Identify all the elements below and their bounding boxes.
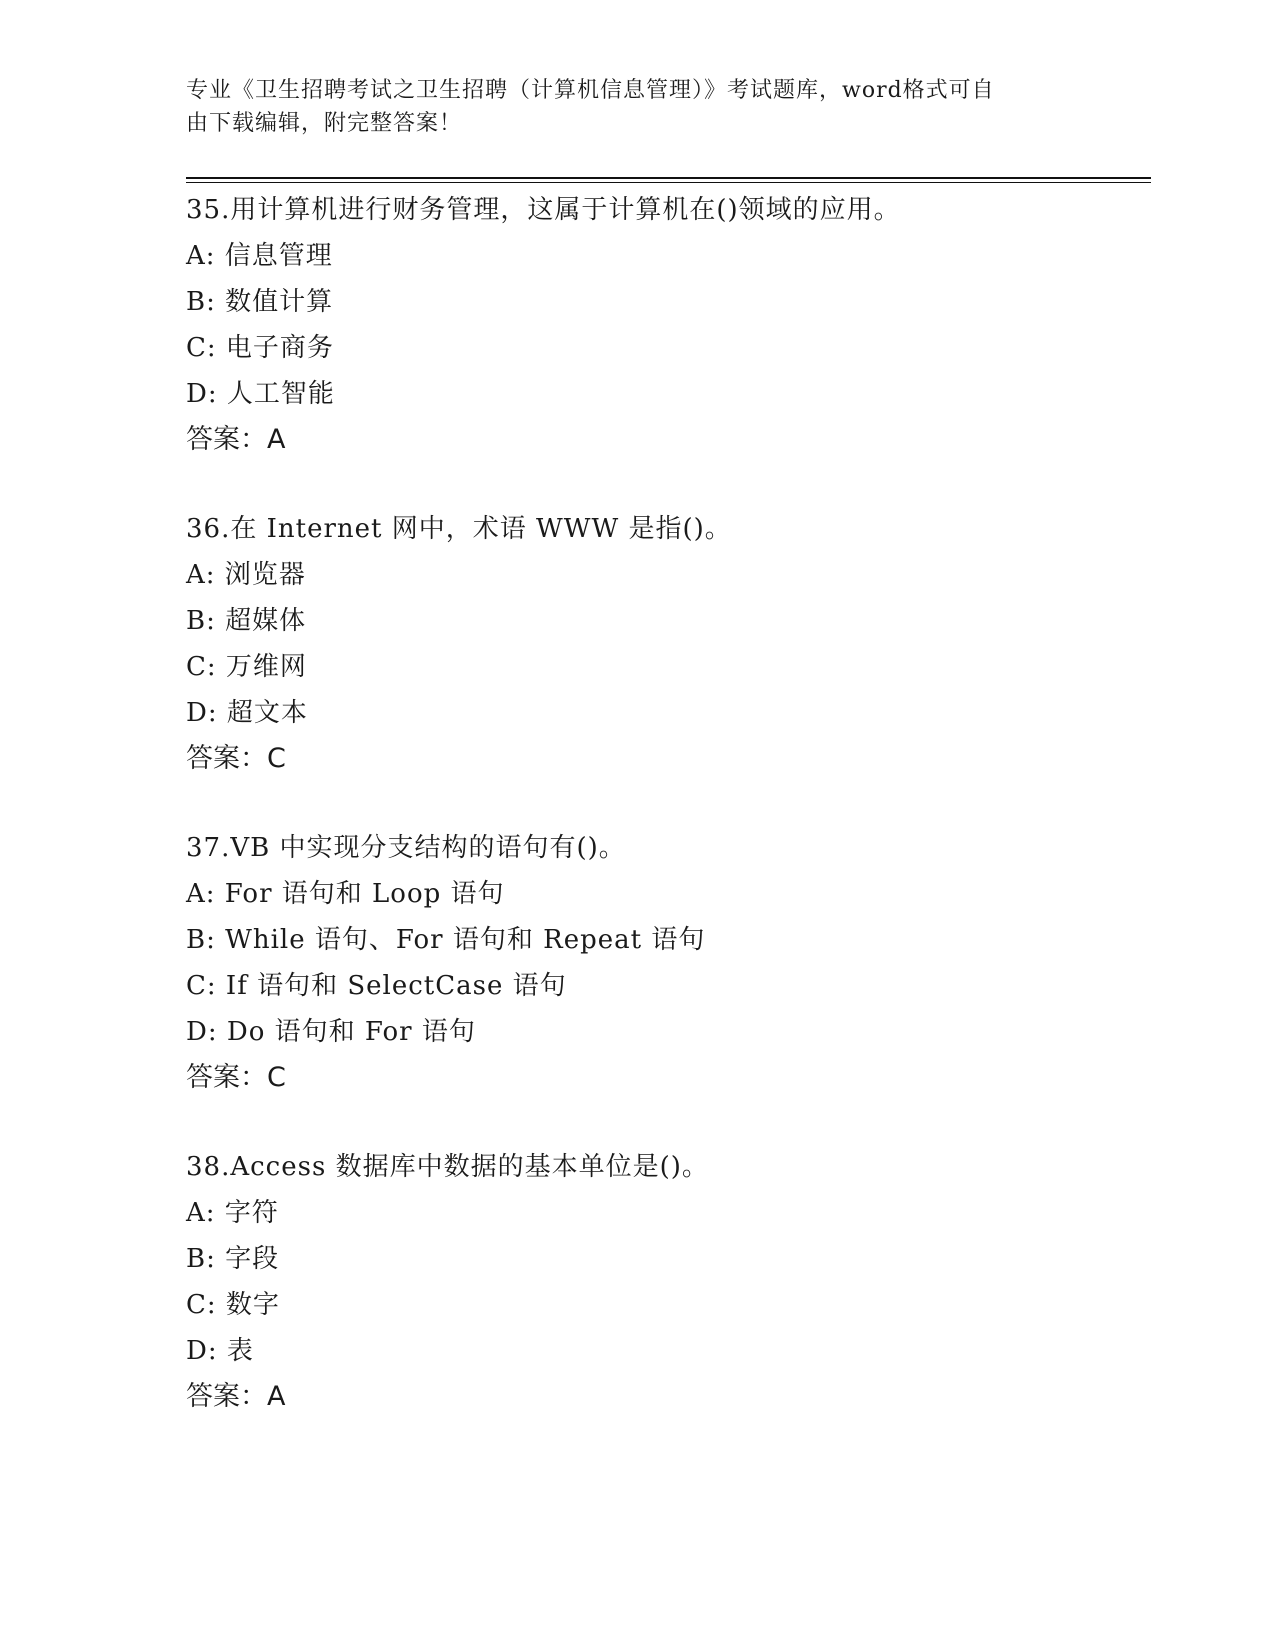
option-d: D: 表 [186, 1336, 254, 1366]
option-b: B: 字段 [186, 1244, 280, 1274]
header-divider-thick [186, 177, 1151, 179]
answer-label: 答案：C [186, 1062, 286, 1093]
question-35 [186, 187, 1146, 463]
question-36 [186, 506, 1146, 782]
question-stem: 38.Access 数据库中数据的基本单位是()。 [186, 1152, 709, 1182]
option-b: B: 超媒体 [186, 606, 307, 636]
option-d: D: 超文本 [186, 698, 308, 728]
option-d: D: Do 语句和 For 语句 [186, 1017, 476, 1047]
answer-label: 答案：C [186, 743, 286, 774]
option-c: C: 万维网 [186, 652, 307, 682]
option-c: C: 数字 [186, 1290, 280, 1320]
header-line-2: 由下载编辑，附完整答案！ [186, 111, 463, 136]
option-c: C: If 语句和 SelectCase 语句 [186, 971, 567, 1001]
header-divider-thin [186, 182, 1151, 183]
question-38 [186, 1144, 1146, 1420]
question-stem: 36.在 Internet 网中，术语 WWW 是指()。 [186, 514, 732, 544]
option-a: A: 浏览器 [186, 560, 306, 590]
option-a: A: 字符 [186, 1198, 279, 1228]
question-stem: 35.用计算机进行财务管理，这属于计算机在()领域的应用。 [186, 195, 901, 225]
header-line-1: 专业《卫生招聘考试之卫生招聘（计算机信息管理）》考试题库，word格式可自 [186, 78, 995, 103]
option-d: D: 人工智能 [186, 379, 335, 409]
option-c: C: 电子商务 [186, 333, 334, 363]
option-b: B: While 语句、For 语句和 Repeat 语句 [186, 925, 706, 955]
option-b: B: 数值计算 [186, 287, 334, 317]
answer-label: 答案：A [186, 1381, 286, 1412]
document-header [186, 74, 1066, 140]
option-a: A: For 语句和 Loop 语句 [186, 879, 505, 909]
answer-label: 答案：A [186, 424, 286, 455]
question-stem: 37.VB 中实现分支结构的语句有()。 [186, 833, 626, 863]
option-a: A: 信息管理 [186, 241, 333, 271]
question-37 [186, 825, 1146, 1101]
question-list [186, 187, 1146, 1463]
